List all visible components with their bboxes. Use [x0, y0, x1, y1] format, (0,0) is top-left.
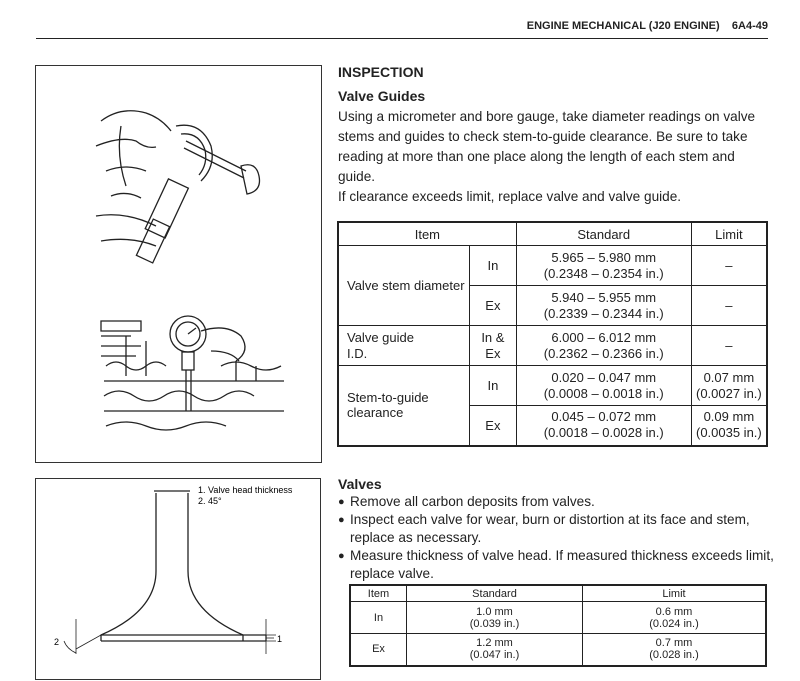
valve-guide-spec-table: [337, 221, 768, 447]
cell-text: (0.039 in.): [469, 617, 520, 630]
table-header-row: [338, 222, 767, 246]
cell-text: (0.2362 – 0.2366 in.): [543, 345, 664, 361]
header-item: Item: [350, 585, 407, 602]
figure-valve-head-thickness: [35, 478, 321, 680]
cell-text: (0.047 in.): [469, 649, 520, 662]
cell-clear-in-standard: [516, 366, 691, 406]
cell-stem-label: Valve stem diameter: [338, 246, 470, 326]
header-item: Item: [338, 222, 516, 246]
cell-text: Ex: [485, 345, 501, 361]
table-row: [338, 366, 767, 406]
cell-guide-label: [338, 326, 470, 366]
cell-text: 1.2 mm: [476, 637, 513, 650]
cell-in-standard: [407, 602, 583, 634]
cell-guide-standard: [516, 326, 691, 366]
subtitle-valve-guides: Valve Guides: [338, 88, 426, 104]
figure-micrometer-bore-gauge: [35, 65, 322, 463]
callout-2: 2: [54, 637, 60, 647]
valve-guides-instructions: [338, 107, 774, 207]
cell-text: 0.7 mm: [655, 637, 693, 650]
header-standard: Standard: [516, 222, 691, 246]
cell-guide-limit: –: [691, 326, 767, 366]
cell-text: (0.028 in.): [649, 649, 699, 662]
header-title: ENGINE MECHANICAL (J20 ENGINE): [526, 20, 720, 32]
section-title-inspection: INSPECTION: [338, 64, 424, 80]
cell-text: (0.0018 – 0.0028 in.): [543, 425, 664, 441]
cell-text: 5.965 – 5.980 mm: [551, 249, 657, 265]
list-item: ● Inspect each valve for wear, burn or distortion at its face and stem, replace as necessary.: [338, 511, 778, 547]
valve-head-illustration: [36, 479, 320, 679]
table-row: [350, 634, 766, 666]
cell-text: 0.045 – 0.072 mm: [551, 409, 657, 425]
instruction-paragraph-2: If clearance exceeds limit, replace valve and valve guide.: [338, 189, 682, 204]
cell-text: 0.09 mm: [703, 409, 755, 425]
page-header: [300, 20, 768, 36]
cell-ex-item: Ex: [350, 634, 407, 666]
cell-text: I.D.: [347, 345, 368, 361]
cell-clear-in-sub: In: [470, 366, 517, 406]
instruction-paragraph-1: Using a micrometer and bore gauge, take diameter readings on valve stems and guides to check stem-to-guide clearance. Be sure to take reading at more than one place along the length of each stem and guide.: [338, 109, 756, 184]
cell-text: 0.020 – 0.047 mm: [551, 369, 657, 385]
cell-stem-in-standard: [516, 246, 691, 286]
table-row: [338, 326, 767, 366]
legend-valve-head-thickness: 1. Valve head thickness: [198, 485, 293, 495]
cell-stem-ex-limit: –: [691, 286, 767, 326]
table-row: [338, 246, 767, 286]
cell-in-item: In: [350, 602, 407, 634]
list-item: ● Measure thickness of valve head. If measured thickness exceeds limit, replace valve.: [338, 547, 778, 583]
cell-text: (0.0027 in.): [695, 385, 762, 401]
header-rule: [36, 38, 768, 39]
cell-text: 1.0 mm: [476, 605, 513, 618]
cell-text: 5.940 – 5.955 mm: [551, 289, 657, 305]
cell-guide-sub: [470, 326, 517, 366]
cell-clear-in-limit: [691, 366, 767, 406]
table-header-row: [350, 585, 766, 602]
cell-stem-ex-sub: Ex: [470, 286, 517, 326]
cell-ex-standard: [407, 634, 583, 666]
cell-text: (0.0035 in.): [695, 425, 762, 441]
cell-ex-limit: [583, 634, 767, 666]
header-limit: Limit: [691, 222, 767, 246]
cell-stem-ex-standard: [516, 286, 691, 326]
header-standard: Standard: [407, 585, 583, 602]
table-row: [350, 602, 766, 634]
subtitle-valves: Valves: [338, 476, 382, 492]
micrometer-bore-gauge-illustration: [36, 66, 321, 462]
cell-text: (0.0008 – 0.0018 in.): [543, 385, 664, 401]
header-limit: Limit: [583, 585, 767, 602]
cell-clear-ex-standard: [516, 406, 691, 446]
cell-text: 6.000 – 6.012 mm: [551, 329, 657, 345]
cell-text: 0.07 mm: [703, 369, 755, 385]
cell-clearance-label: Stem-to-guide clearance: [338, 366, 470, 446]
callout-1: 1: [277, 634, 283, 644]
valves-instructions-list: [338, 493, 778, 583]
cell-text: (0.024 in.): [649, 617, 699, 630]
cell-stem-in-limit: –: [691, 246, 767, 286]
list-item: ● Remove all carbon deposits from valves.: [338, 493, 778, 511]
cell-text: Valve guide: [347, 329, 414, 345]
cell-text: (0.2339 – 0.2344 in.): [543, 305, 664, 321]
cell-stem-in-sub: In: [470, 246, 517, 286]
cell-clear-ex-limit: [691, 406, 767, 446]
cell-clear-ex-sub: Ex: [470, 406, 517, 446]
cell-text: (0.2348 – 0.2354 in.): [543, 265, 664, 281]
header-page-number: 6A4-49: [731, 20, 768, 32]
cell-text: In &: [481, 329, 505, 345]
legend-45-degree: 2. 45°: [198, 496, 222, 506]
cell-in-limit: [583, 602, 767, 634]
valve-head-thickness-table: [349, 584, 767, 667]
cell-text: 0.6 mm: [655, 605, 693, 618]
